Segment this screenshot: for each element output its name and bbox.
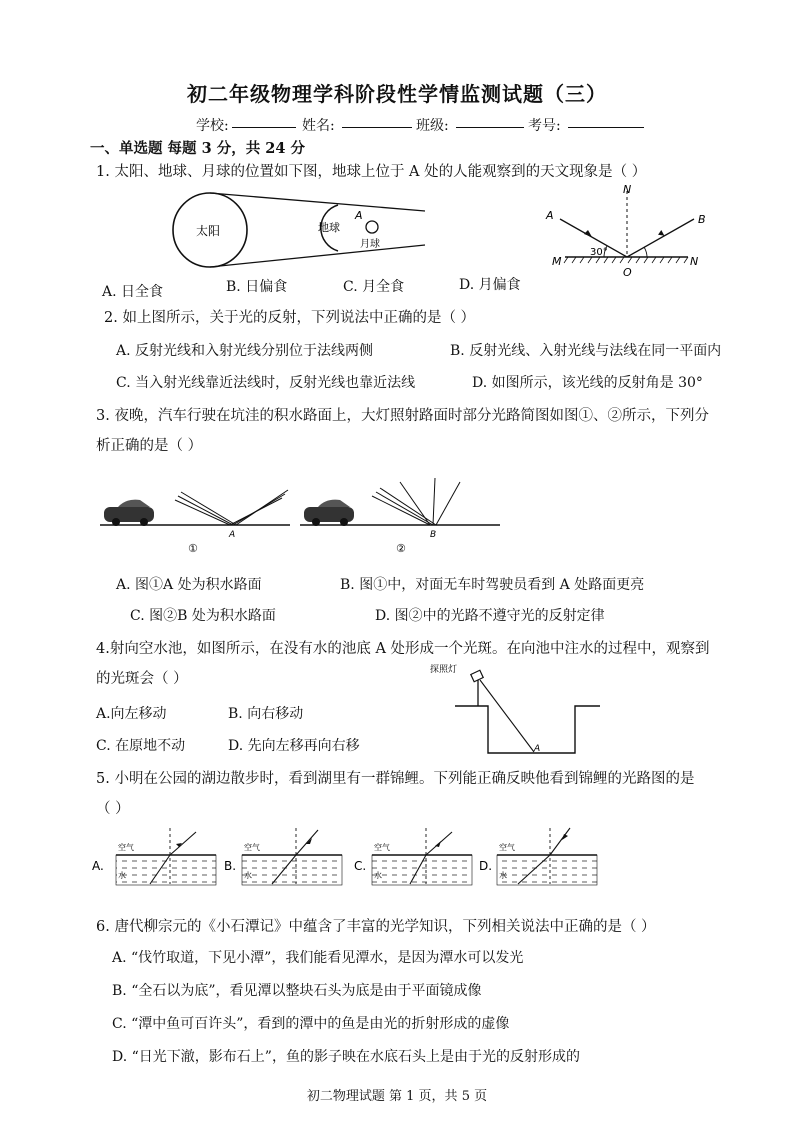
exam-no-label: 考号: (528, 118, 561, 134)
point-a-label: A (355, 209, 363, 222)
q5-air-c: 空气 (374, 843, 390, 852)
sun-label: 太阳 (196, 224, 221, 238)
q4-option-b[interactable]: B. 向右移动 (228, 706, 304, 722)
q5-label-a: A. (92, 859, 104, 873)
q2-option-a[interactable]: A. 反射光线和入射光线分别位于法线两侧 (116, 343, 374, 359)
q2-option-c[interactable]: C. 当入射光线靠近法线时，反射光线也靠近法线 (116, 375, 416, 391)
q5-label-c: C. (354, 859, 367, 873)
class-blank[interactable] (456, 113, 524, 128)
q1-option-a[interactable]: A. 日全食 (102, 284, 164, 300)
q5-air-a: 空气 (118, 843, 134, 852)
q3-stem-line1: 3. 夜晚，汽车行驶在坑洼的积水路面上，大灯照射路面时部分光路简图如图①、②所示，下列分 (96, 408, 709, 424)
q2-option-d[interactable]: D. 如图所示，该光线的反射角是 30° (472, 375, 703, 391)
q6-option-a[interactable]: A. “伐竹取道，下见小潭”，我们能看见潭水，是因为潭水可以发光 (112, 950, 524, 966)
q5-label-b: B. (224, 859, 237, 873)
q4-option-d[interactable]: D. 先向左移再向右移 (228, 738, 360, 754)
mirror-m-label: M (552, 255, 562, 268)
angle-label: 30° (590, 247, 608, 258)
q5-air-b: 空气 (244, 843, 260, 852)
q5-stem-line1: 5. 小明在公园的湖边散步时，看到湖里有一群锦鲤。下列能正确反映他看到锦鲤的光路图的是 (96, 771, 695, 787)
q3-option-a[interactable]: A. 图①A 处为积水路面 (116, 577, 262, 593)
q1-option-d[interactable]: D. 月偏食 (459, 277, 521, 293)
earth-label: 地球 (318, 221, 340, 234)
moon-circle (366, 221, 378, 233)
class-label: 班级: (416, 118, 449, 134)
q6-stem: 6. 唐代柳宗元的《小石潭记》中蕴含了丰富的光学知识，下列相关说法中正确的是（ ） (96, 919, 656, 935)
q5-water-a: 水 (118, 871, 126, 880)
fig-2-label: ② (396, 542, 406, 555)
pool-point-a-label: A (534, 744, 541, 754)
q3-option-d[interactable]: D. 图②中的光路不遵守光的反射定律 (375, 608, 605, 624)
sun-earth-moon-figure (110, 185, 410, 285)
q5-label-d: D. (479, 859, 493, 873)
page-footer: 初二物理试题 第 1 页，共 5 页 (306, 1089, 488, 1104)
ray-a-label: A (546, 209, 554, 222)
q5-water-b: 水 (244, 871, 252, 880)
point-b-road-label: B (430, 530, 437, 540)
q1-stem: 1. 太阳、地球、月球的位置如下图，地球上位于 A 处的人能观察到的天文现象是（ ） (96, 164, 647, 180)
q6-option-d[interactable]: D. “日光下澈，影布石上”，鱼的影子映在水底石头上是由于光的反射形成的 (112, 1049, 580, 1065)
q2-stem: 2. 如上图所示，关于光的反射，下列说法中正确的是（ ） (104, 310, 476, 326)
school-label: 学校: (196, 118, 229, 134)
searchlight-pool-figure (430, 660, 620, 760)
ray-b-label: B (698, 213, 706, 226)
q5-stem-line2: （ ） (96, 801, 130, 817)
q5-water-c: 水 (374, 871, 382, 880)
name-blank[interactable] (342, 113, 412, 128)
point-a-road-label: A (229, 530, 236, 540)
q3-option-b[interactable]: B. 图①中，对面无车时驾驶员看到 A 处路面更亮 (340, 577, 645, 593)
shadow-line-top (210, 193, 425, 211)
q6-option-c[interactable]: C. “潭中鱼可百许头”，看到的潭中的鱼是由光的折射形成的虚像 (112, 1016, 510, 1032)
q1-option-b[interactable]: B. 日偏食 (226, 279, 288, 295)
q4-option-a[interactable]: A.向左移动 (96, 706, 167, 722)
q6-option-b[interactable]: B. “全石以为底”，看见潭以整块石头为底是由于平面镜成像 (112, 983, 482, 999)
q3-option-c[interactable]: C. 图②B 处为积水路面 (130, 608, 276, 624)
q3-stem-line2: 析正确的是（ ） (96, 438, 203, 454)
refraction-options-figure (92, 822, 612, 892)
q4-option-c[interactable]: C. 在原地不动 (96, 738, 186, 754)
school-blank[interactable] (232, 113, 296, 128)
q1-option-c[interactable]: C. 月全食 (343, 279, 405, 295)
page-title: 初二年级物理学科阶段性学情监测试题（三） (187, 82, 607, 106)
moon-label: 月球 (360, 239, 380, 250)
point-o-label: O (623, 266, 632, 279)
q5-air-d: 空气 (499, 843, 515, 852)
q2-option-b[interactable]: B. 反射光线、入射光线与法线在同一平面内 (450, 343, 722, 359)
mirror-n-label: N (690, 255, 699, 268)
q5-water-d: 水 (499, 871, 507, 880)
exam-no-blank[interactable] (568, 113, 644, 128)
reflection-figure (540, 185, 710, 280)
headlight-figure (100, 470, 570, 560)
q4-stem-line2: 的光斑会（ ） (96, 671, 188, 687)
normal-n-label: N (623, 183, 632, 196)
section-heading: 一、单选题 每题 3 分，共 24 分 (90, 140, 306, 157)
q4-stem-line1: 4.射向空水池，如图所示，在没有水的池底 A 处形成一个光斑。在向池中注水的过程中，观察到 (96, 641, 710, 657)
fig-1-label: ① (188, 542, 198, 555)
name-label: 姓名: (302, 118, 335, 134)
searchlight-label: 探照灯 (430, 665, 458, 675)
